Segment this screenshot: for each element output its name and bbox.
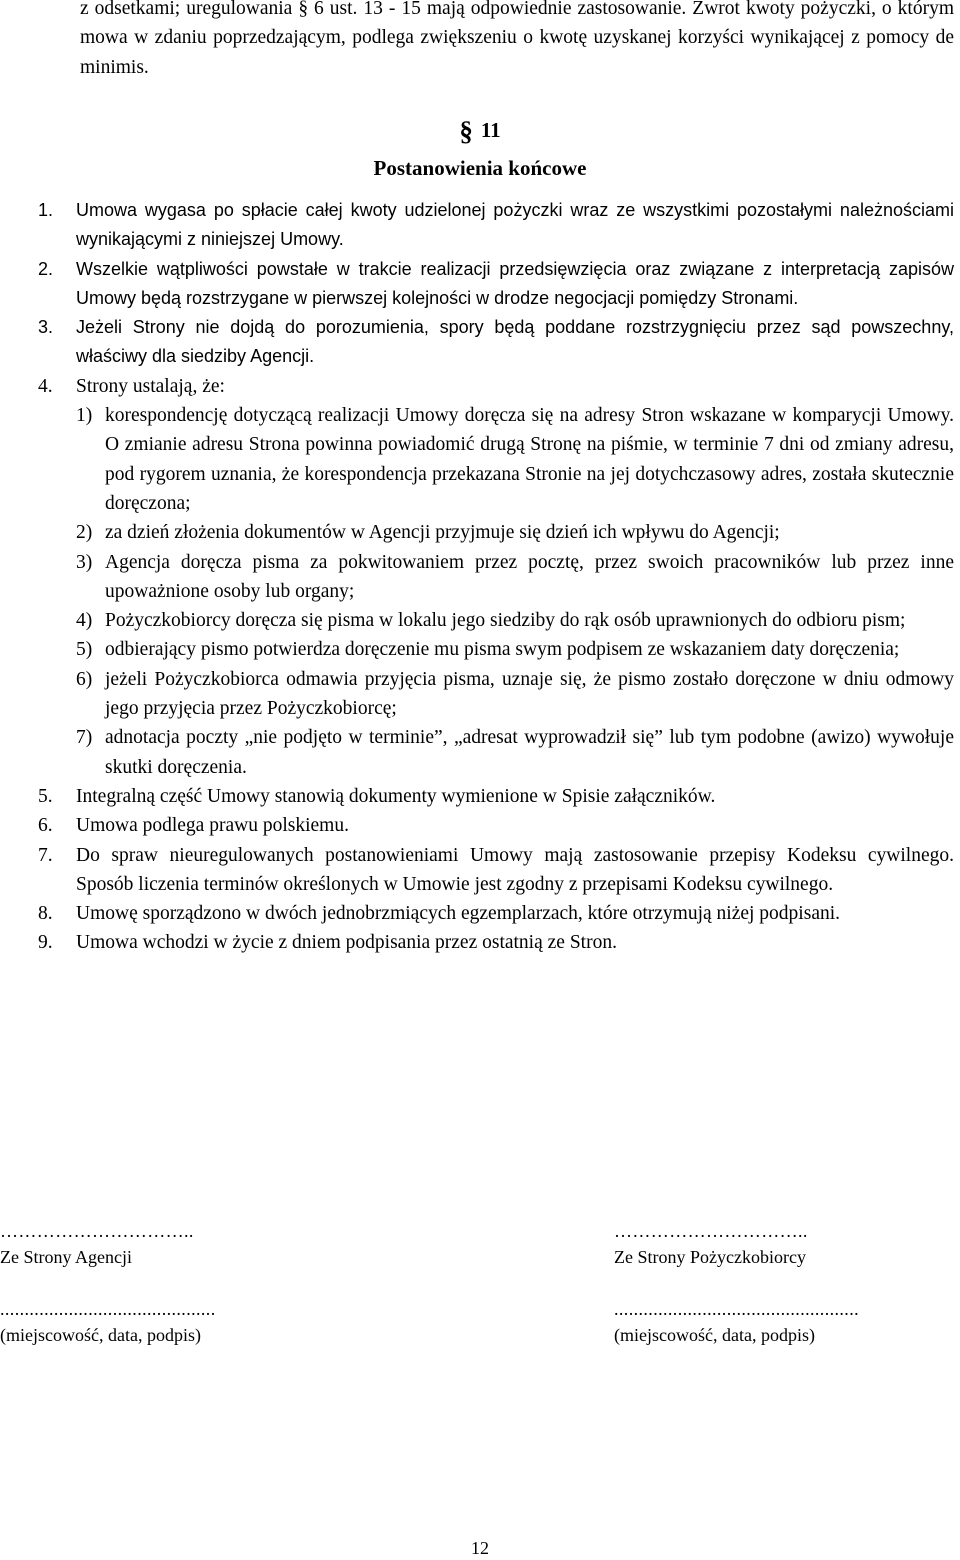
clause-number: 6. <box>38 815 53 837</box>
clause-text: Do spraw nieuregulowanych postanowieniami Umowy mają zastosowanie przepisy Kodeksu cywilnego. Sposób liczenia terminów określonych w Umowie jest zgodny z przepisami Kodeksu cywilnego. <box>76 844 954 895</box>
subitem-number: 1) <box>76 405 93 427</box>
clause-4 <box>38 372 954 782</box>
section-heading <box>0 114 960 145</box>
clause-number: 7. <box>38 844 53 866</box>
clause-number: 9. <box>38 932 53 954</box>
clause-2 <box>38 255 954 314</box>
subitem-number: 6) <box>76 668 93 690</box>
clause-number: 4. <box>38 375 53 397</box>
clause-6 <box>38 811 954 840</box>
subitem-text: Pożyczkobiorcy doręcza się pisma w lokalu jego siedziby do rąk osób uprawnionych do odbioru pism; <box>105 610 906 632</box>
clause-8 <box>38 899 954 928</box>
subitem-text: Agencja doręcza pisma za pokwitowaniem przez pocztę, przez swoich pracowników lub przez inne upoważnione osoby lub organy; <box>105 551 954 602</box>
page-number: 12 <box>471 1538 489 1558</box>
clause-number: 5. <box>38 785 53 807</box>
clause-number: 2. <box>38 258 54 279</box>
clause-5 <box>38 782 954 811</box>
signature-line: .................................................. <box>614 1299 859 1319</box>
signature-caption: (miejscowość, data, podpis) <box>0 1325 201 1345</box>
section-title: Postanowienia końcowe <box>373 156 587 180</box>
section-number: 11 <box>480 118 501 142</box>
subitem-2 <box>76 518 954 547</box>
signature-block-agency <box>0 1219 216 1347</box>
clause-text: Jeżeli Strony nie dojdą do porozumienia, spory będą poddane rozstrzygnięciu przez sąd powszechny, właściwy dla siedziby Agencji. <box>76 317 954 367</box>
signature-caption: (miejscowość, data, podpis) <box>614 1325 815 1345</box>
clause-text: Umowa podlega prawu polskiemu. <box>76 815 349 837</box>
clause-9 <box>38 928 954 957</box>
clause-text: Wszelkie wątpliwości powstałe w trakcie realizacji przedsięwzięcia oraz związane z interpretacją zapisów Umowy będą rozstrzygane w pierwszej kolejności w drodze negocjacji pomiędzy Stronami. <box>76 258 954 308</box>
intro-paragraph: z odsetkami; uregulowania § 6 ust. 13 - 15 mają odpowiednie zastosowanie. Zwrot kwoty pożyczki, o którym mowa w zdaniu poprzedzającym, podlega zwiększeniu o kwotę uzyskanej korzyści wynikającej z pomocy de minimis. <box>80 0 954 78</box>
clause-list <box>38 196 954 958</box>
subitem-number: 4) <box>76 610 93 632</box>
subitem-number: 2) <box>76 522 93 544</box>
subitem-text: odbierający pismo potwierdza doręczenie mu pisma swym podpisem ze wskazaniem daty doręczenia; <box>105 639 900 661</box>
clause-text: Integralną część Umowy stanowią dokumenty wymienione w Spisie załączników. <box>76 785 716 807</box>
signature-line: ………………………….. <box>614 1221 808 1241</box>
subitem-5 <box>76 635 954 664</box>
clause-number: 3. <box>38 317 54 338</box>
signature-party-label: Ze Strony Pożyczkobiorcy <box>614 1247 806 1267</box>
clause-number: 8. <box>38 903 53 925</box>
subitem-3 <box>76 548 954 607</box>
signature-party-label: Ze Strony Agencji <box>0 1247 132 1267</box>
clause-text: Umowa wchodzi w życie z dniem podpisania przez ostatnią ze Stron. <box>76 932 617 954</box>
section-sign: § <box>459 116 473 146</box>
signature-line: ............................................ <box>0 1299 216 1319</box>
clause-1 <box>38 196 954 255</box>
clause-text: Strony ustalają, że: <box>76 375 225 397</box>
subitem-number: 7) <box>76 727 93 749</box>
subitem-number: 3) <box>76 551 93 573</box>
signature-line: ………………………….. <box>0 1221 194 1241</box>
signature-block-borrower <box>614 1219 859 1347</box>
subitem-7 <box>76 723 954 782</box>
clause-number: 1. <box>38 200 54 220</box>
clause-7 <box>38 841 954 900</box>
subitem-6 <box>76 665 954 724</box>
clause-text: Umowa wygasa po spłacie całej kwoty udzielonej pożyczki wraz ze wszystkimi pozostałymi należnościami wynikającymi z niniejszej Umowy. <box>76 200 954 250</box>
subitem-1 <box>76 401 954 518</box>
subitem-text: adnotacja poczty „nie podjęto w terminie”, „adresat wyprowadził się” lub tym podobne (awizo) wywołuje skutki doręczenia. <box>105 727 954 778</box>
subitem-text: korespondencję dotyczącą realizacji Umowy doręcza się na adresy Stron wskazane w komparycji Umowy. O zmianie adresu Strona powinna powiadomić drugą Stronę na piśmie, w terminie 7 dni od zmiany adresu, pod rygorem uznania, że korespondencja przekazana Stronie na jej dotychczasowy adres, została skutecznie doręczona; <box>105 405 954 514</box>
clause-text: Umowę sporządzono w dwóch jednobrzmiących egzemplarzach, które otrzymują niżej podpisani. <box>76 903 841 925</box>
subitem-text: jeżeli Pożyczkobiorca odmawia przyjęcia pisma, uznaje się, że pismo zostało doręczone w dniu odmowy jego przyjęcia przez Pożyczkobiorcę; <box>105 668 954 720</box>
subitem-4 <box>76 606 954 635</box>
subitem-number: 5) <box>76 639 93 661</box>
subitem-list <box>76 401 954 782</box>
clause-3 <box>38 313 954 372</box>
subitem-text: za dzień złożenia dokumentów w Agencji przyjmuje się dzień ich wpływu do Agencji; <box>105 522 780 544</box>
